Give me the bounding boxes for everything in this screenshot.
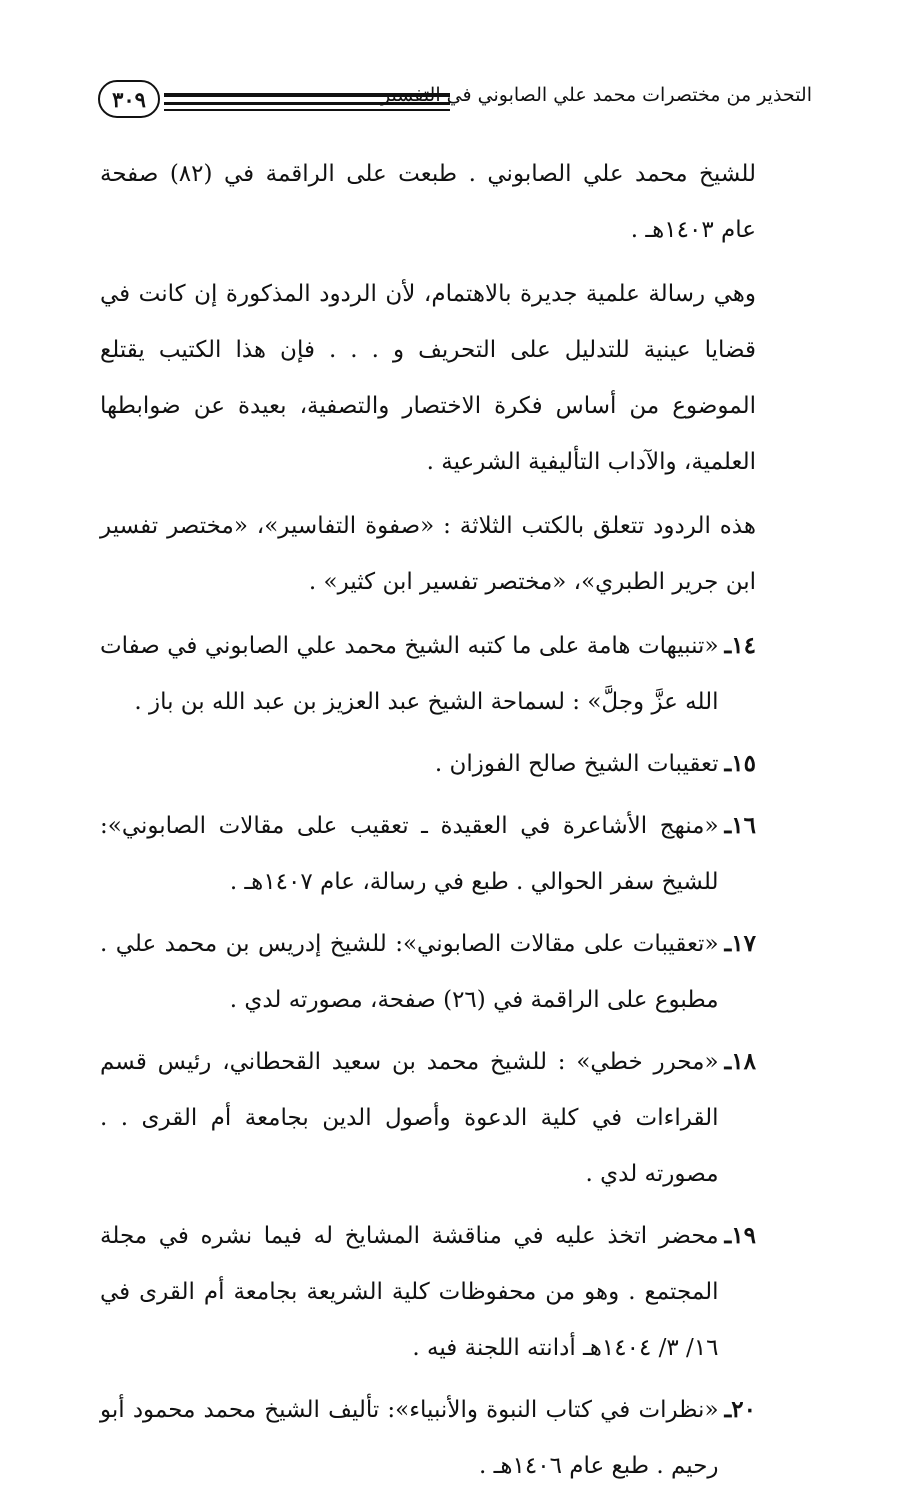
paragraph: هذه الردود تتعلق بالكتب الثلاثة : «صفوة التفاسير»، «مختصر تفسير ابن جرير الطبري»، «مختصر تفسير ابن كثير» .: [100, 513, 756, 595]
list-item: [100, 736, 756, 792]
list-item: [100, 798, 756, 910]
paragraph: للشيخ محمد علي الصابوني . طبعت على الراقمة في (٨٢) صفحة عام ١٤٠٣هـ .: [100, 161, 756, 243]
item-text: تعقيبات الشيخ صالح الفوزان .: [434, 751, 719, 777]
item-number: ١٩ـ: [724, 1222, 756, 1249]
item-text: «منهج الأشاعرة في العقيدة ـ تعقيب على مقالات الصابوني»: للشيخ سفر الحوالي . طبع في رسالة، عام ١٤٠٧هـ .: [100, 813, 719, 895]
item-number: ٢٠ـ: [724, 1396, 756, 1423]
item-text: «تنبيهات هامة على ما كتبه الشيخ محمد علي الصابوني في صفات الله عزَّ وجلَّ» : لسماحة الشيخ عبد العزيز بن عبد الله بن باز .: [100, 633, 719, 715]
item-text: محضر اتخذ عليه في مناقشة المشايخ له فيما نشره في مجلة المجتمع . وهو من محفوظات كلية الشريعة بجامعة أم القرى في ١٦/ ٣/ ١٤٠٤هـ أدانته اللجنة فيه .: [100, 1223, 719, 1361]
list-item: [100, 916, 756, 1028]
item-text: «نظرات في كتاب النبوة والأنبياء»: تأليف الشيخ محمد محمود أبو رحيم . طبع عام ١٤٠٦هـ .: [100, 1397, 719, 1479]
list-item: [100, 1208, 756, 1376]
running-title: التحذير من مختصرات محمد علي الصابوني في التفسير: [381, 84, 812, 106]
page-header: [92, 78, 812, 124]
item-number: ١٨ـ: [724, 1048, 756, 1075]
paragraph: وهي رسالة علمية جديرة بالاهتمام، لأن الردود المذكورة إن كانت في قضايا عينية للتدليل على التحريف و . . . فإن هذا الكتيب يقتلع الموضوع من أساس فكرة الاختصار والتصفية، بعيدة عن ضوابطها العلمية، والآداب التأليفية الشرعية .: [100, 281, 756, 475]
item-number: ١٦ـ: [724, 812, 756, 839]
item-number: ١٥ـ: [724, 750, 756, 777]
item-number: ١٤ـ: [724, 632, 756, 659]
item-number: ١٧ـ: [724, 930, 756, 957]
page-number: ٣٠٩: [98, 80, 160, 118]
item-text: «محرر خطي» : للشيخ محمد بن سعيد القحطاني، رئيس قسم القراءات في كلية الدعوة وأصول الدين بجامعة أم القرى . . مصورته لدي .: [100, 1049, 719, 1187]
list-item: [100, 1382, 756, 1494]
page-body: [100, 146, 756, 1500]
header-rule: [164, 109, 450, 111]
item-text: «تعقيبات على مقالات الصابوني»: للشيخ إدريس بن محمد علي . مطبوع على الراقمة في (٢٦) صفحة، مصورته لدي .: [100, 931, 719, 1013]
list-item: [100, 618, 756, 730]
list-item: [100, 1034, 756, 1202]
